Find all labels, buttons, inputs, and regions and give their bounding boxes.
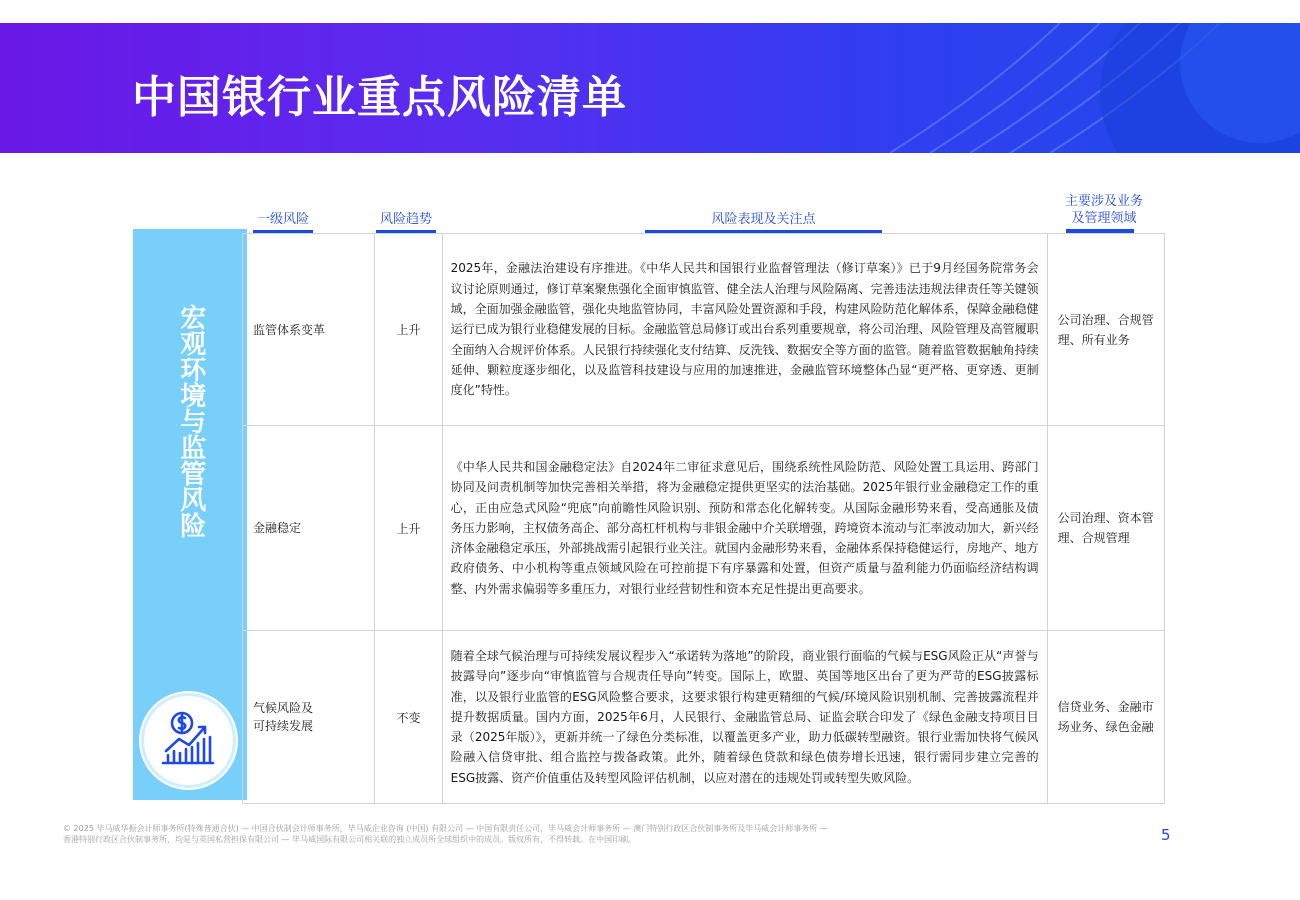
header-risk-manifest (645, 211, 882, 234)
risk-name: 监管体系变革 (243, 234, 375, 426)
risk-description: 随着全球气候治理与可持续发展议程步入“承诺转为落地”的阶段，商业银行面临的气候与ESG风险正从“声誉与披露导向”逐步向“审慎监管与合规责任导向”转变。国际上，欧盟、英国等地区出台了更为严苛的ESG披露标准，以及银行业监管的ESG风险整合要求，这要求银行构建更精细的气候/环境风险识别机制、完善披露流程并提升数据质量。国内方面，2025年6月，人民银行、金融监管总局、证监会联合印发了《绿色金融支持项目目录（2025年版）》，更新并统一了绿色分类标准，以覆盖更多产业，助力低碳转型融资。银行业需加快将气候风险融入信贷审批、组合监控与拨备政策。此外，随着绿色贷款和绿色债券增长迅速，银行需同步建立完善的ESG披露、资产价值重估及转型风险评估机制，以应对潜在的违规处罚或转型失败风险。 (442, 631, 1047, 804)
header-business-areas (1058, 193, 1150, 233)
header-level1-risk (253, 211, 313, 234)
risk-table (242, 233, 1165, 804)
risk-description: 《中华人民共和国金融稳定法》自2024年二审征求意见后，围绕系统性风险防范、风险处置工具运用、跨部门协同及问责机制等加快完善相关举措，将为金融稳定提供更坚实的法治基础。2025年银行业金融稳定工作的重心，正由应急式风险“兜底”向前瞻性风险识别、预防和常态化化解转变。从国际金融形势来看，受高通胀及债务压力影响，主权债务高企、部分高杠杆机构与非银金融中介关联增强，跨境资本流动与汇率波动加大，新兴经济体金融稳定承压，外部挑战需引起银行业关注。就国内金融形势来看，金融体系保持稳健运行，房地产、地方政府债务、中小机构等重点领域风险在可控前提下有序暴露和处置，但资产质量与盈利能力仍面临经济结构调整、内外需求偏弱等多重压力，对银行业经营韧性和资本充足性提出更高要求。 (442, 426, 1047, 631)
header-areas-line1: 主要涉及业务 (1064, 194, 1143, 209)
banner-decoration (740, 23, 1300, 153)
header-level1-label: 一级风险 (256, 212, 309, 227)
page-number: 5 (1161, 826, 1171, 844)
table-row (243, 234, 1165, 426)
risk-trend: 上升 (375, 234, 442, 426)
header-trend-label: 风险趋势 (379, 212, 432, 227)
category-sidebar (133, 229, 247, 800)
footer-line2: 香港特别行政区合伙制事务所，均是与英国私营担保有限公司 — 毕马威国际有限公司相关联的独立成员所全球组织中的成员。版权所有，不得转载。在中国印刷。 (63, 835, 637, 844)
risk-trend: 不变 (375, 631, 442, 804)
finance-growth-icon (139, 691, 238, 790)
risk-areas: 公司治理、合规管理、所有业务 (1047, 234, 1164, 426)
risk-name: 金融稳定 (243, 426, 375, 631)
category-label: 宏观环境与监管风险 (175, 304, 206, 538)
risk-areas: 公司治理、资本管理、合规管理 (1047, 426, 1164, 631)
table-row (243, 426, 1165, 631)
risk-trend: 上升 (375, 426, 442, 631)
risk-description: 2025年，金融法治建设有序推进。《中华人民共和国银行业监督管理法（修订草案）》已于9月经国务院常务会议讨论原则通过，修订草案聚焦强化全面审慎监管、健全法人治理与风险隔离、完善违法违规法律责任等关键领域，全面加强金融监管，强化央地监管协同，丰富风险处置资源和手段，构建风险防范化解体系，保障金融稳健运行已成为银行业稳健发展的目标。金融监管总局修订或出台系列重要规章，将公司治理、风险管理及高管履职全面纳入合规评价体系。人民银行持续强化支付结算、反洗钱、数据安全等方面的监管。随着监管数据触角持续延伸、颗粒度逐步细化，以及监管科技建设与应用的加速推进，金融监管环境整体凸显“更严格、更穿透、更制度化”特性。 (442, 234, 1047, 426)
risk-areas: 信贷业务、金融市场业务、绿色金融 (1047, 631, 1164, 804)
footer-line1: © 2025 毕马威华振会计师事务所(特殊普通合伙) — 中国合伙制会计师事务所，毕马威企业咨询 (中国) 有限公司 — 中国有限责任公司，毕马威会计师事务所 — 澳门特别行政区合伙制事务所及毕马威会计师事务所 — (63, 824, 828, 833)
copyright-footer (63, 823, 1023, 845)
header-risk-trend (376, 211, 436, 234)
risk-name: 气候风险及 可持续发展 (243, 631, 375, 804)
page-title: 中国银行业重点风险清单 (132, 72, 627, 123)
header-manifest-label: 风险表现及关注点 (711, 212, 816, 227)
title-banner (0, 23, 1300, 153)
header-areas-line2: 及管理领域 (1071, 211, 1137, 226)
table-row (243, 631, 1165, 804)
